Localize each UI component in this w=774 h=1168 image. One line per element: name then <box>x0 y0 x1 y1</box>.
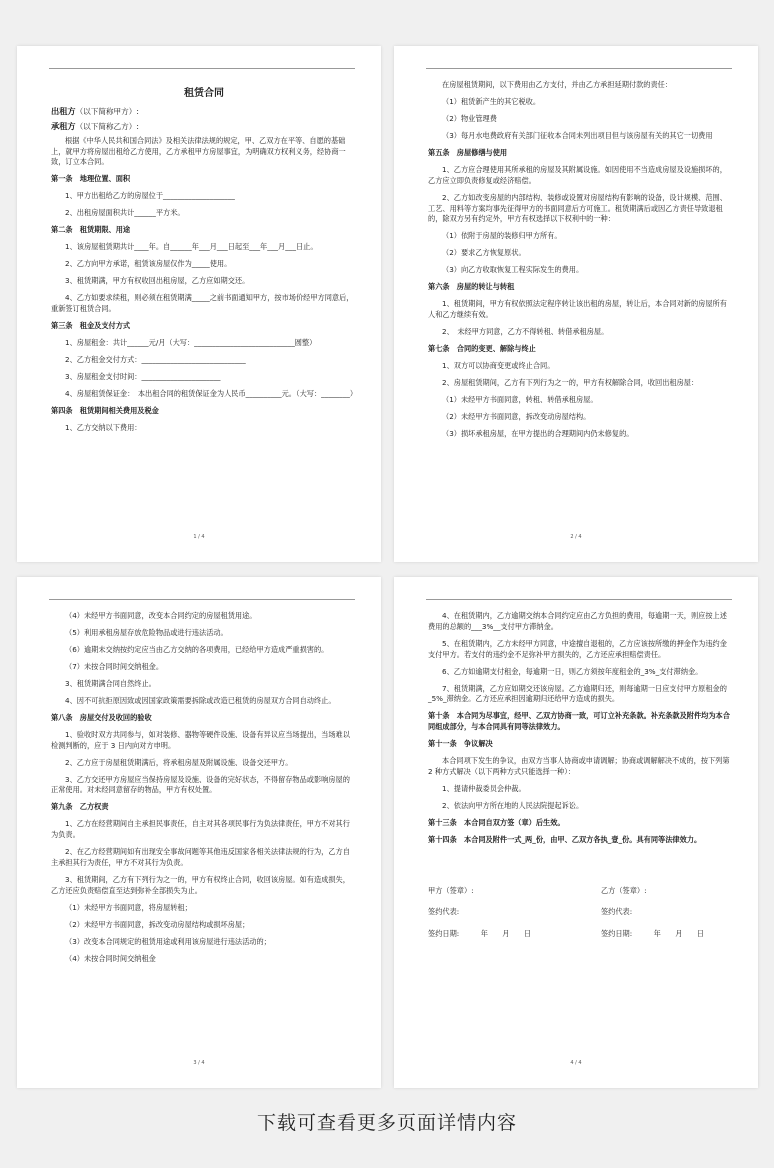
header-rule <box>426 599 732 600</box>
clause-text: 7、租赁期满，乙方应如期交还该房屋。乙方逾期归还，则每逾期一日应支付甲方原租金的_5%_滞纳金。乙方还应承担因逾期归还给甲方造成的损失。 <box>428 683 727 704</box>
intro-paragraph: 根据《中华人民共和国合同法》及相关法律法规的规定，甲、乙双方在平等、自愿的基础上，就甲方将房屋出租给乙方使用，乙方承租甲方房屋事宜，为明确双方权利义务，经协商一致，订立本合同。 <box>51 135 346 167</box>
clause-heading: 第八条 房屋交付及收回的验收 <box>51 712 152 722</box>
clause-text: 4、在租赁期内，乙方逾期交纳本合同约定应由乙方负担的费用，每逾期一天，则应按上述费用的总额的___3%__支付甲方滞纳金。 <box>428 611 727 631</box>
clause-text: 2、 未经甲方同意，乙方不得转租、转借承租房屋。 <box>442 327 609 336</box>
clause-heading: 第五条 房屋修缮与使用 <box>428 147 508 157</box>
page-content <box>51 611 357 971</box>
clause-text: （4）未经甲方书面同意，改变本合同约定的房屋租赁用途。 <box>65 611 257 620</box>
clause-text: （3）损坏承租房屋，在甲方提出的合理期间内仍未修复的。 <box>442 428 634 438</box>
clause-heading: 第十一条 争议解决 <box>428 739 493 749</box>
clause-heading: 第一条 地理位置、面积 <box>51 174 131 184</box>
clause-text: 4、房屋租赁保证金： 本出租合同的租赁保证金为人民币__________元。（大写：________） <box>65 388 358 398</box>
clause-text: （1）未经甲方书面同意，将房屋转租； <box>65 902 192 912</box>
page-4-clauses <box>428 611 734 846</box>
clause-heading: 第三条 租金及支付方式 <box>51 321 131 331</box>
clause-text: 1、房屋租金：共计______元/月（大写：____________________________圆整） <box>65 338 317 348</box>
clause-text: 2、出租房屋面积共计______平方米。 <box>65 208 185 218</box>
clause-text: 1、乙方在经营期间自主承担民事责任，自主对其各项民事行为负法律责任，甲方不对其行为负责。 <box>51 819 350 840</box>
clause-heading: 第十四条 本合同及附件一式_两_份，由甲、乙双方各执_壹_份。具有同等法律效力。 <box>428 834 702 844</box>
page-number: 1 / 4 <box>193 534 205 540</box>
clause-text: 1、甲方出租给乙方的房屋位于____________________ <box>65 191 235 201</box>
party-b-sign-label: 乙方（签章）: <box>600 885 647 895</box>
clause-text: （2）要求乙方恢复原状。 <box>442 248 526 258</box>
clause-text: 5、在租赁期内，乙方未经甲方同意，中途擅自退租的，乙方应该按所缴的押金作为违约金支付甲方。若支付的违约金不足弥补甲方损失的，乙方还应承担赔偿责任。 <box>428 638 727 659</box>
clause-text: 1、双方可以协商变更或终止合同。 <box>442 360 555 370</box>
document-page-3 <box>17 577 381 1088</box>
clause-text: 3、租赁期满，甲方有权收回出租房屋，乙方应如期交还。 <box>65 276 250 286</box>
party-b-rep-label: 签约代表: <box>600 907 633 917</box>
clause-text: 2、乙方向甲方承诺，租赁该房屋仅作为_____使用。 <box>65 259 232 269</box>
page-content <box>51 80 357 440</box>
clause-text: 在房屋租赁期间，以下费用由乙方支付，并由乙方承担延期付款的责任： <box>442 80 673 89</box>
clause-text: 2、乙方租金交付方式：_____________________________ <box>65 355 246 364</box>
clause-text: 6、乙方如逾期支付租金，每逾期一日，则乙方须按年度租金的_3%_支付滞纳金。 <box>442 666 703 676</box>
clause-text: （2）物业管理费 <box>442 113 497 123</box>
clause-text: （2）未经甲方书面同意，拆改变动房屋结构或损坏房屋； <box>65 919 250 929</box>
clause-text: （1）租赁新产生的其它税收。 <box>442 96 541 106</box>
clause-text: 本合同项下发生的争议，由双方当事人协商或申请调解；协商或调解解决不成的，按下列第 2 种方式解决（以下两种方式只能选择一种）： <box>428 756 730 776</box>
clause-text: （1）依附于房屋的装修归甲方所有。 <box>442 231 562 241</box>
page-content <box>428 611 734 951</box>
clause-text: 3、房屋租金支付时间：______________________ <box>65 371 221 381</box>
clause-text: 4、乙方如要求续租，则必须在租赁期满_____之前书面通知甲方，按市场价经甲方同意后，重新签订租赁合同。 <box>51 293 354 314</box>
document-page-2 <box>394 46 758 562</box>
page-content <box>428 80 734 446</box>
clause-text: 2、在乙方经营期间如有出现安全事故问题等其他违反国家各相关法律法规的行为，乙方自主承担其行为责任，甲方不对其行为负责。 <box>51 847 350 867</box>
clause-heading: 第九条 乙方权责 <box>51 802 109 812</box>
contract-title: 租赁合同 <box>184 88 224 99</box>
clause-text: 1、租赁期间，甲方有权依照法定程序转让该出租的房屋，转让后，本合同对新的房屋所有人和乙方继续有效。 <box>428 299 727 320</box>
party-b-date-label: 签约日期: 年 月 日 <box>600 929 704 939</box>
page-number: 2 / 4 <box>570 534 582 540</box>
page-2-clauses <box>428 80 734 440</box>
page-number: 3 / 4 <box>193 1060 205 1066</box>
clause-text: （3）向乙方收取恢复工程实际发生的费用。 <box>442 265 584 275</box>
page-number: 4 / 4 <box>570 1060 582 1066</box>
clause-text: 2、乙方如改变房屋的内部结构、装修或设置对房屋结构有影响的设备，设计规模、范围、工艺、用料等方案均事先征得甲方的书面同意后方可施工。租赁期满后或因乙方责任导致退租的，除双方另有约定外，甲方有权选择以下权利中的一种： <box>428 192 727 224</box>
clause-heading: 第二条 租赁期限、用途 <box>51 225 131 235</box>
download-more-caption: 下载可查看更多页面详情内容 <box>256 1112 517 1134</box>
lessor-line <box>51 105 357 117</box>
clause-text: 2、房屋租赁期间，乙方有下列行为之一的，甲方有权解除合同，收回出租房屋： <box>442 377 699 387</box>
clause-text: 2、乙方应于房屋租赁期满后，将承租房屋及附属设施、设备交还甲方。 <box>65 757 293 767</box>
clause-text: （7）未按合同时间交纳租金。 <box>65 661 164 671</box>
clause-text: （3）改变本合同规定的租赁用途或利用该房屋进行违法活动的； <box>65 936 271 946</box>
clause-text: 4、因不可抗拒原因致或因国家政策需要拆除或改造已租赁的房屋双方合同自动终止。 <box>65 695 336 705</box>
clause-text: 3、乙方交还甲方房屋应当保持房屋及设施、设备的完好状态，不得留存物品或影响房屋的正常使用。对未经同意留存的物品，甲方有权处置。 <box>51 774 350 795</box>
clause-text: 1、验收时双方共同参与，如对装修、器物等硬件设施、设备有异议应当场提出，当场难以检测判断的，应于 3 日内向对方申明。 <box>51 729 350 750</box>
header-rule <box>49 68 355 69</box>
page-3-clauses <box>51 611 357 965</box>
clause-text: （6）逾期未交纳按约定应当由乙方交纳的各项费用，已经给甲方造成严重损害的。 <box>65 644 329 654</box>
clause-text: 1、该房屋租赁期共计____年。自______年___月___日起至___年___月___日止。 <box>65 242 318 252</box>
lessee-line <box>51 120 357 132</box>
clause-text: 1、乙方交纳以下费用： <box>65 422 142 432</box>
clause-text: （4）未按合同时间交纳租金 <box>65 953 156 963</box>
clause-text: 1、提请仲裁委员会仲裁。 <box>442 783 526 793</box>
clause-heading: 第十条 本合同为尽事宜，经甲、乙双方协商一致，可订立补充条款。补充条款及附件均为本合同组成部分，与本合同具有同等法律效力。 <box>428 711 730 732</box>
header-rule <box>426 68 732 69</box>
clause-text: 1、乙方应合理使用其所承租的房屋及其附属设施。如因使用不当造成房屋及设施损坏的，乙方应立即负责修复或经济赔偿。 <box>428 164 727 185</box>
lessee-note: （以下简称乙方）: <box>75 122 139 132</box>
clause-heading: 第六条 房屋的转让与转租 <box>428 282 515 292</box>
lessor-label: 出租方 <box>51 106 76 116</box>
clause-text: 2、依法向甲方所在地的人民法院提起诉讼。 <box>442 800 584 810</box>
header-rule <box>49 599 355 600</box>
clause-heading: 第四条 租赁期间相关费用及税金 <box>51 405 159 415</box>
document-page-1 <box>17 46 381 562</box>
clause-text: （3）每月水电费政府有关部门征收本合同未列出项目但与该房屋有关的其它一切费用 <box>442 130 713 140</box>
clause-text: （2）未经甲方书面同意，拆改变动房屋结构。 <box>442 411 591 421</box>
clause-heading: 第七条 合同的变更、解除与终止 <box>428 343 536 353</box>
clause-text: （5）利用承租房屋存放危险物品或进行违法活动。 <box>65 627 228 637</box>
party-a-rep-label: 签约代表: <box>428 907 460 917</box>
lessor-note: （以下简称甲方）: <box>75 107 139 116</box>
party-a-date-label: 签约日期: 年 月 日 <box>428 929 532 939</box>
party-a-sign-label: 甲方（签章）: <box>428 885 474 895</box>
document-page-4 <box>394 577 758 1088</box>
lessee-label: 承租方 <box>51 121 76 132</box>
party-a-signature <box>428 886 531 951</box>
clause-text: 3、租赁期间，乙方有下列行为之一的，甲方有权终止合同，收回该房屋。如有造成损失，乙方还应负责赔偿直至达到弥补全部损失为止。 <box>51 874 350 895</box>
signature-block <box>428 886 734 951</box>
clause-text: 3、租赁期满合同自然终止。 <box>65 678 156 688</box>
clause-text: （1）未经甲方书面同意，转租、转借承租房屋。 <box>442 394 598 404</box>
party-b-signature <box>601 886 704 951</box>
page-1-clauses <box>51 174 357 433</box>
clause-heading: 第十三条 本合同自双方签（章）后生效。 <box>428 817 565 827</box>
